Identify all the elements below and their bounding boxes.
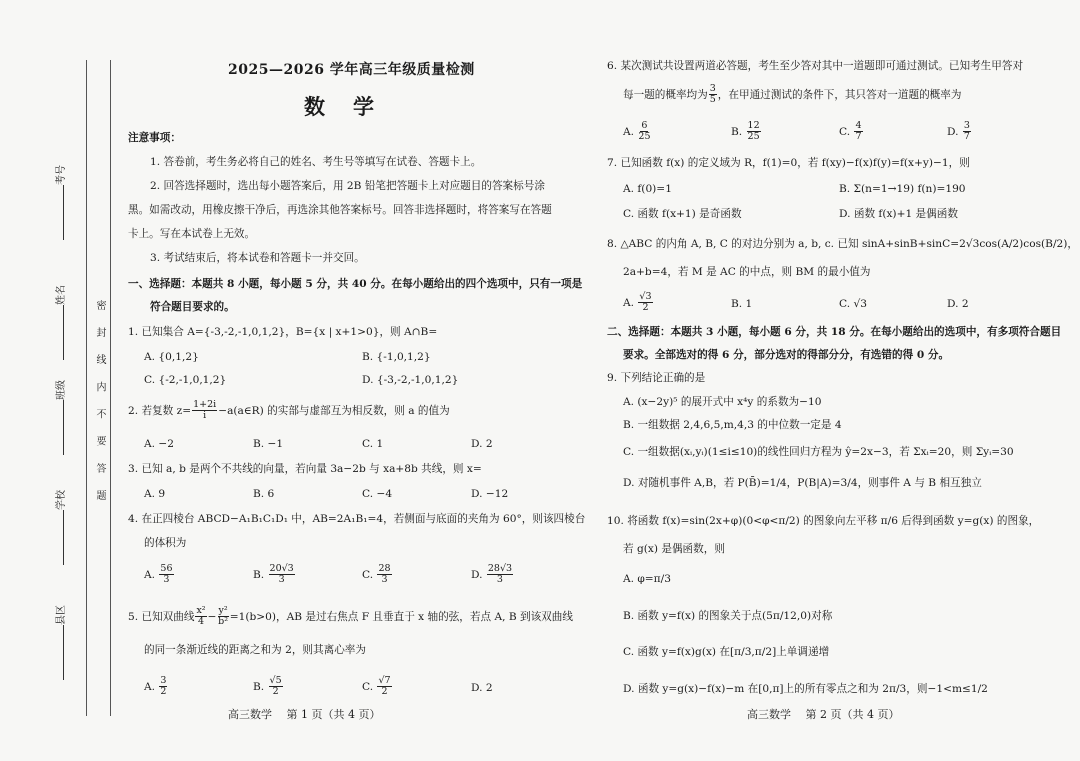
notice-heading: 注意事项： (128, 132, 181, 144)
q6-stem-cont: 每一题的概率均为 $\frac{3}{5}$ ，在甲通过测试的条件下，其只答对一道题的概率为 (623, 83, 962, 106)
q5-option-d: D. 2 (471, 682, 493, 694)
notice-item: 2. 回答选择题时，选出每小题答案后，用 2B 铅笔把答题卡上对应题目的答案标号涂 (150, 180, 545, 192)
q5-option-a: A. $\frac{3}{2}$ (144, 675, 167, 698)
q8-stem: 8. △ABC 的内角 A, B, C 的对边分别为 a, b, c. 已知 sinA+sinB+sinC=2√3cos(A/2)cos(B/2)， (607, 238, 1078, 250)
q1-option-a: A. {0,1,2} (144, 351, 199, 363)
field-school: 学校 (52, 490, 67, 565)
q8-option-c: C. √3 (839, 298, 867, 310)
q9-stem: 9. 下列结论正确的是 (607, 372, 706, 384)
q9-option-c: C. 一组数据(xᵢ,yᵢ)(1≤i≤10)的线性回归方程为 ŷ=2x−3，若 Σxᵢ=20，则 Σyᵢ=30 (623, 446, 1014, 458)
q9-option-d: D. 对随机事件 A,B，若 P(B̄)=1/4，P(B|A)=3/4，则事件 A 与 B 相互独立 (623, 477, 982, 489)
notice-item: 1. 答卷前，考生务必将自己的姓名、考生号等填写在试卷、答题卡上。 (150, 156, 482, 168)
q3-option-b: B. 6 (253, 488, 275, 500)
q8-option-b: B. 1 (731, 298, 753, 310)
seal-line-1 (86, 60, 87, 716)
q4-option-c: C. $\frac{28}{3}$ (362, 563, 391, 586)
q4-option-a: A. $\frac{56}{3}$ (144, 563, 173, 586)
q6-option-c: C. $\frac{4}{7}$ (839, 120, 862, 143)
section1-heading-cont: 符合题目要求的。 (150, 301, 235, 313)
q7-option-c: C. 函数 f(x+1) 是奇函数 (623, 208, 742, 220)
q1-stem: 1. 已知集合 A={-3,-2,-1,0,1,2}，B={x | x+1>0}，则 A∩B= (128, 326, 438, 338)
q2-option-a: A. −2 (144, 438, 175, 450)
field-name: 姓名 (52, 285, 67, 360)
seal-notice: 密 封 线 内 不 要 答 题 (94, 300, 105, 508)
seal-line-2 (110, 60, 111, 716)
q6-option-d: D. $\frac{3}{7}$ (947, 120, 970, 143)
q4-option-d: D. $\frac{28√3}{3}$ (471, 563, 513, 586)
section2-heading-cont: 要求。全部选对的得 6 分，部分选对的得部分分，有选错的得 0 分。 (623, 349, 950, 361)
q10-option-d: D. 函数 y=g(x)−f(x)−m 在[0,π]上的所有零点之和为 2π/3，则−1<m≤1/2 (623, 683, 988, 695)
q3-stem: 3. 已知 a, b 是两个不共线的向量，若向量 3a−2b 与 xa+8b 共线，则 x= (128, 463, 482, 475)
q7-option-d: D. 函数 f(x)+1 是偶函数 (839, 208, 958, 220)
q4-stem: 4. 在正四棱台 ABCD−A₁B₁C₁D₁ 中，AB=2A₁B₁=4，若侧面与底面的夹角为 60°，则该四棱台 (128, 513, 586, 525)
q6-option-b: B. $\frac{12}{25}$ (731, 120, 760, 143)
field-class: 班级 (52, 380, 67, 455)
q8-stem-cont: 2a+b=4，若 M 是 AC 的中点，则 BM 的最小值为 (623, 266, 871, 278)
q2-option-d: D. 2 (471, 438, 493, 450)
q6-stem: 6. 某次测试共设置两道必答题，考生至少答对其中一道题即可通过测试。已知考生甲答对 (607, 60, 1024, 72)
q1-option-c: C. {-2,-1,0,1,2} (144, 374, 227, 386)
q3-option-d: D. −12 (471, 488, 509, 500)
q7-stem: 7. 已知函数 f(x) 的定义域为 R，f(1)=0，若 f(xy)−f(x)f(y)=f(x+y)−1，则 (607, 157, 970, 169)
q1-option-b: B. {-1,0,1,2} (362, 351, 431, 363)
q2-option-b: B. −1 (253, 438, 284, 450)
q7-option-b: B. Σ(n=1→19) f(n)=190 (839, 183, 966, 195)
exam-title: 2025—2026 学年高三年级质量检测 (228, 62, 475, 78)
q5-option-b: B. $\frac{√5}{2}$ (253, 675, 282, 698)
q9-option-b: B. 一组数据 2,4,6,5,m,4,3 的中位数一定是 4 (623, 419, 842, 431)
q8-option-d: D. 2 (947, 298, 969, 310)
q7-option-a: A. f(0)=1 (623, 183, 672, 195)
footer-right: 高三数学 第 2 页（共 4 页） (747, 708, 900, 721)
notice-item: 卡上。写在本试卷上无效。 (128, 228, 256, 240)
footer-left: 高三数学 第 1 页（共 4 页） (228, 708, 381, 721)
q10-stem-cont: 若 g(x) 是偶函数，则 (623, 543, 725, 555)
field-exam-number: 考号 (52, 165, 67, 240)
q3-option-a: A. 9 (144, 488, 166, 500)
q5-stem: 5. 已知双曲线 $\frac{\text{x²}}{4}$ − $\frac{\text{y²}}{\text{b²}}$ =1(b>0)，AB 是过右焦点 F 且垂直于 x 轴的弦，若点 A, B 到该双曲线 (128, 605, 573, 628)
q8-option-a: A. $\frac{√3}{2}$ (623, 291, 652, 314)
q5-option-c: C. $\frac{√7}{2}$ (362, 675, 391, 698)
notice-item: 3. 考试结束后，将本试卷和答题卡一并交回。 (150, 252, 365, 264)
q9-option-a: A. (x−2y)⁵ 的展开式中 x⁴y 的系数为−10 (623, 396, 822, 408)
section1-heading: 一、选择题：本题共 8 小题，每小题 5 分，共 40 分。在每小题给出的四个选项中，只有一项是 (128, 278, 583, 290)
q2-option-c: C. 1 (362, 438, 384, 450)
q10-option-c: C. 函数 y=f(x)g(x) 在[π/3,π/2]上单调递增 (623, 646, 830, 658)
section2-heading: 二、选择题：本题共 3 小题，每小题 6 分，共 18 分。在每小题给出的选项中，有多项符合题目 (607, 326, 1062, 338)
q10-option-b: B. 函数 y=f(x) 的图象关于点(5π/12,0)对称 (623, 610, 833, 622)
q3-option-c: C. −4 (362, 488, 393, 500)
notice-item: 黑。如需改动，用橡皮擦干净后，再选涂其他答案标号。回答非选择题时，将答案写在答题 (128, 204, 552, 216)
q10-stem: 10. 将函数 f(x)=sin(2x+φ)(0<φ<π/2) 的图象向左平移 π/6 后得到函数 y=g(x) 的图象， (607, 515, 1040, 527)
q6-option-a: A. $\frac{6}{25}$ (623, 120, 651, 143)
field-district: 县区 (52, 605, 67, 680)
q4-stem-cont: 的体积为 (144, 537, 187, 549)
binding-margin (0, 0, 120, 761)
q10-option-a: A. φ=π/3 (623, 573, 671, 585)
q5-stem-cont: 的同一条渐近线的距离之和为 2，则其离心率为 (144, 644, 366, 656)
q1-option-d: D. {-3,-2,-1,0,1,2} (362, 374, 459, 386)
subject-title: 数学 (304, 94, 402, 119)
q4-option-b: B. $\frac{20√3}{3}$ (253, 563, 294, 586)
q2-stem: 2. 若复数 z= $\frac{1+2i}{i}$ −a(a∈R) 的实部与虚部互为相反数，则 a 的值为 (128, 399, 450, 422)
